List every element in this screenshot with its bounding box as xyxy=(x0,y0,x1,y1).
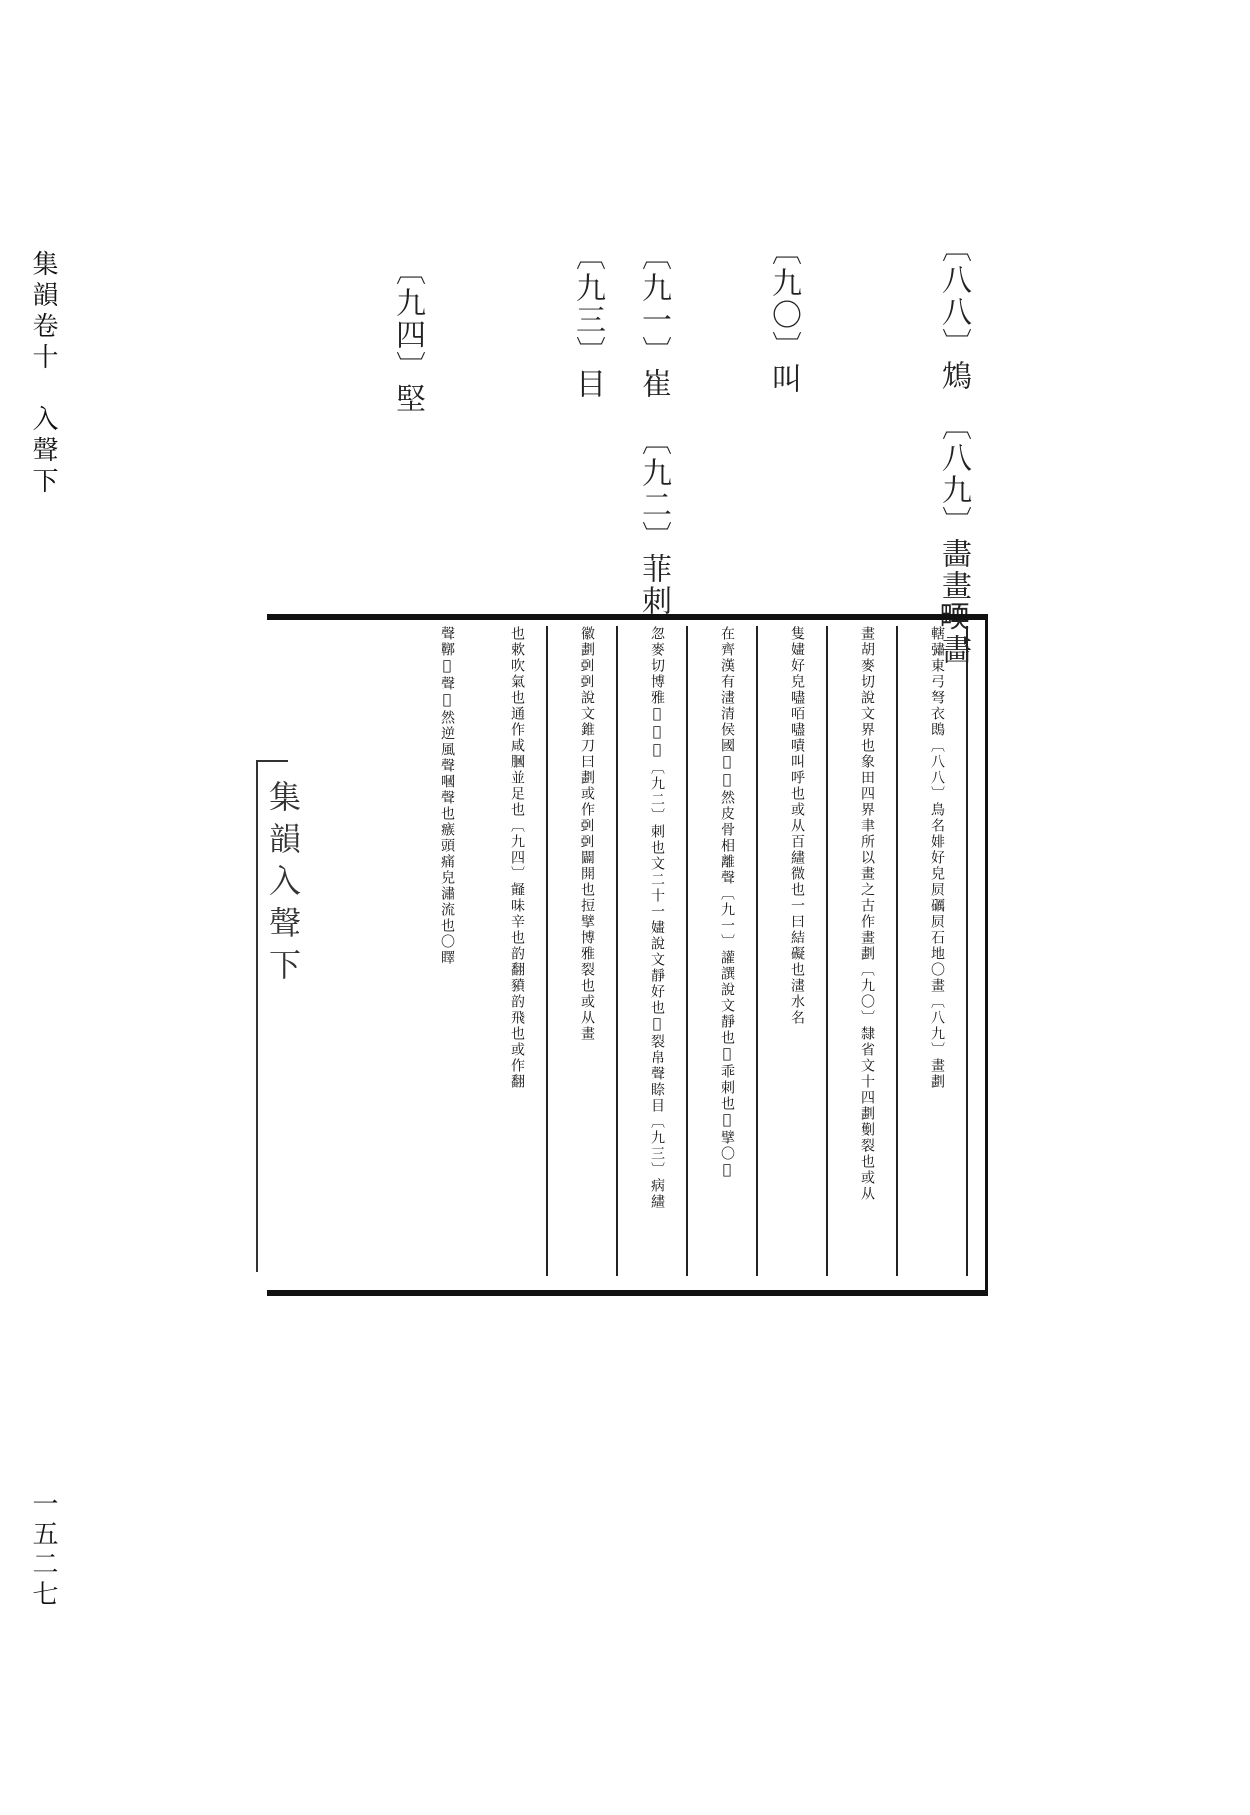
collation-note-93: 〔九三〕目 xyxy=(570,240,605,400)
column-text: 隻嫿好皃嚍咟嚍嘖叫呼也或从百繣微也一曰結礙也澅水名 xyxy=(789,626,805,1026)
text-column-8 xyxy=(418,626,476,1276)
collation-note-88: 〔八八〕鴆 xyxy=(936,232,971,392)
text-column-3 xyxy=(768,626,828,1276)
gutter-mark: 集韻入聲下 xyxy=(264,780,302,990)
collation-note-91: 〔九一〕崔 xyxy=(636,240,671,400)
text-column-1 xyxy=(908,626,968,1276)
text-column-7 xyxy=(488,626,548,1276)
text-column-6 xyxy=(558,626,618,1276)
collation-note-94: 〔九四〕堅 xyxy=(390,255,425,415)
text-column-2 xyxy=(838,626,898,1276)
column-text: 轄彇東弓弩衣鵖〔八八〕鳥名婔好皃屃礪屃石地〇畫〔八九〕畫劃 xyxy=(929,626,945,1090)
running-title: 集韻卷十 入聲下 xyxy=(28,250,58,498)
column-text: 也欶吹氣也通作咸膕並足也〔九四〕䪥味辛也䪨翻豶䪨飛也或作翻 xyxy=(509,626,525,1090)
column-text: 聲鞹𥨚聲𥨚然逆風聲嘓聲也瘯頭痛皃潚流也〇䁺 xyxy=(439,626,455,966)
collation-note-89: 〔八九〕畵畫𤲬畵 xyxy=(936,410,971,666)
column-text: 徽劃𠜲𠜲說文錐刀曰劃或作𠜲𠜲闢開也𢭃擘博雅裂也或从畫 xyxy=(579,626,595,1042)
text-column-5 xyxy=(628,626,688,1276)
column-text: 畫胡麥切說文界也象田四界聿所以畫之古作畫劃〔九〇〕隸省文十四劃劐裂也或从 xyxy=(859,626,875,1202)
collation-note-92: 〔九二〕菲刺 xyxy=(636,425,671,617)
page-number: 一五二七 xyxy=(28,1490,58,1610)
text-column-4 xyxy=(698,626,758,1276)
collation-note-90: 〔九〇〕叫 xyxy=(766,235,801,395)
column-text: 在齊漢有澅清侯國𦋺𦋺然皮骨相離聲〔九一〕讙譔說文靜也𢡝乖刺也𢷏擘〇𧥽 xyxy=(719,626,735,1180)
column-text: 忽麥切博雅𢽳𢡝𪆀〔九二〕刺也文二十一嫿說文靜好也𢡝裂帛聲𥇧目〔九三〕病繣 xyxy=(649,626,665,1210)
